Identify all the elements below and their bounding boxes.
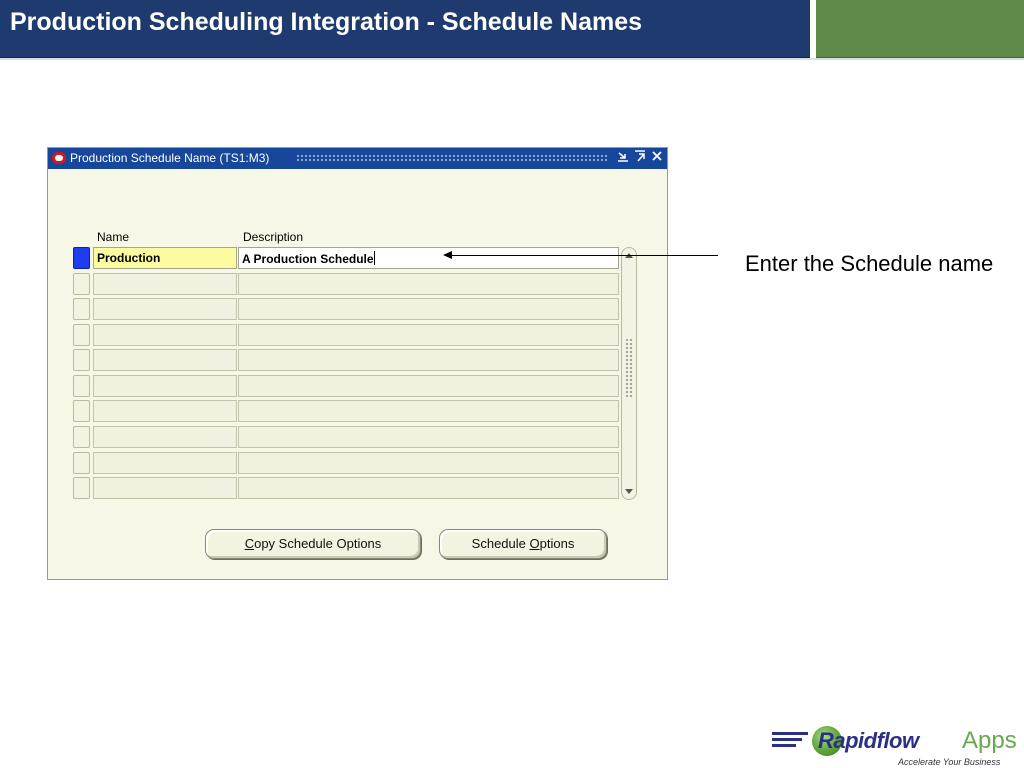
window-title: Production Schedule Name (TS1:M3) [70,151,270,165]
name-field[interactable] [93,298,237,320]
logo-suffix: Apps [962,727,1017,754]
vertical-scrollbar[interactable] [621,247,637,500]
record-indicator[interactable] [73,477,90,499]
header-accent-block [816,0,1024,59]
description-field[interactable] [238,324,619,346]
window-titlebar[interactable] [48,148,667,169]
description-field[interactable] [238,349,619,371]
record-indicator[interactable] [73,375,90,397]
description-field[interactable] [238,298,619,320]
description-field[interactable] [238,273,619,295]
titlebar-grip [296,154,608,163]
options-mnemonic: O [529,536,540,551]
description-field[interactable] [238,477,619,499]
maximize-icon[interactable] [633,150,647,166]
annotation-arrow-line [450,255,718,256]
text-cursor [374,251,375,265]
name-field[interactable] [93,400,237,422]
logo-name: Rapidflow [818,728,919,753]
name-field[interactable] [93,375,237,397]
record-indicator[interactable] [73,400,90,422]
copy-mnemonic: C [244,536,255,551]
production-schedule-name-window [47,147,668,580]
name-field[interactable] [93,324,237,346]
annotation-text: Enter the Schedule name [745,251,994,276]
record-indicator-active[interactable] [73,247,90,269]
name-field[interactable] [93,477,237,499]
name-field[interactable]: Production [93,247,237,269]
scroll-down-icon[interactable] [625,489,633,494]
record-indicator[interactable] [73,273,90,295]
column-header-name: Name [97,230,130,244]
schedule-options-button[interactable] [439,529,607,559]
rapidflow-logo [772,720,1022,768]
copy-button-label: opy Schedule Options [254,536,382,551]
record-indicator[interactable] [73,298,90,320]
name-field[interactable] [93,452,237,474]
slide-header [0,0,810,59]
close-icon[interactable] [650,150,664,166]
description-field[interactable] [238,426,619,448]
description-field[interactable] [238,375,619,397]
record-indicator[interactable] [73,349,90,371]
description-field[interactable] [238,452,619,474]
description-field[interactable] [238,400,619,422]
record-indicator[interactable] [73,324,90,346]
name-field[interactable] [93,273,237,295]
copy-schedule-options-button[interactable] [205,529,421,559]
column-header-description: Description [243,230,304,244]
minimize-icon[interactable] [616,150,630,166]
header-divider [0,58,1024,60]
slide-title: Production Scheduling Integration - Schedule Names [10,8,643,36]
name-field[interactable] [93,349,237,371]
description-field[interactable] [238,247,619,269]
logo-tagline: Accelerate Your Business [898,757,1001,767]
record-indicator[interactable] [73,426,90,448]
name-field[interactable] [93,426,237,448]
scroll-thumb[interactable] [625,338,633,398]
options-button-label-prefix: Schedule [471,536,530,551]
description-value: A Production Schedule [242,252,374,266]
options-button-label-rest: ptions [539,536,575,551]
oracle-logo-icon [52,152,66,164]
annotation-arrow-head-icon [443,251,452,259]
record-indicator[interactable] [73,452,90,474]
